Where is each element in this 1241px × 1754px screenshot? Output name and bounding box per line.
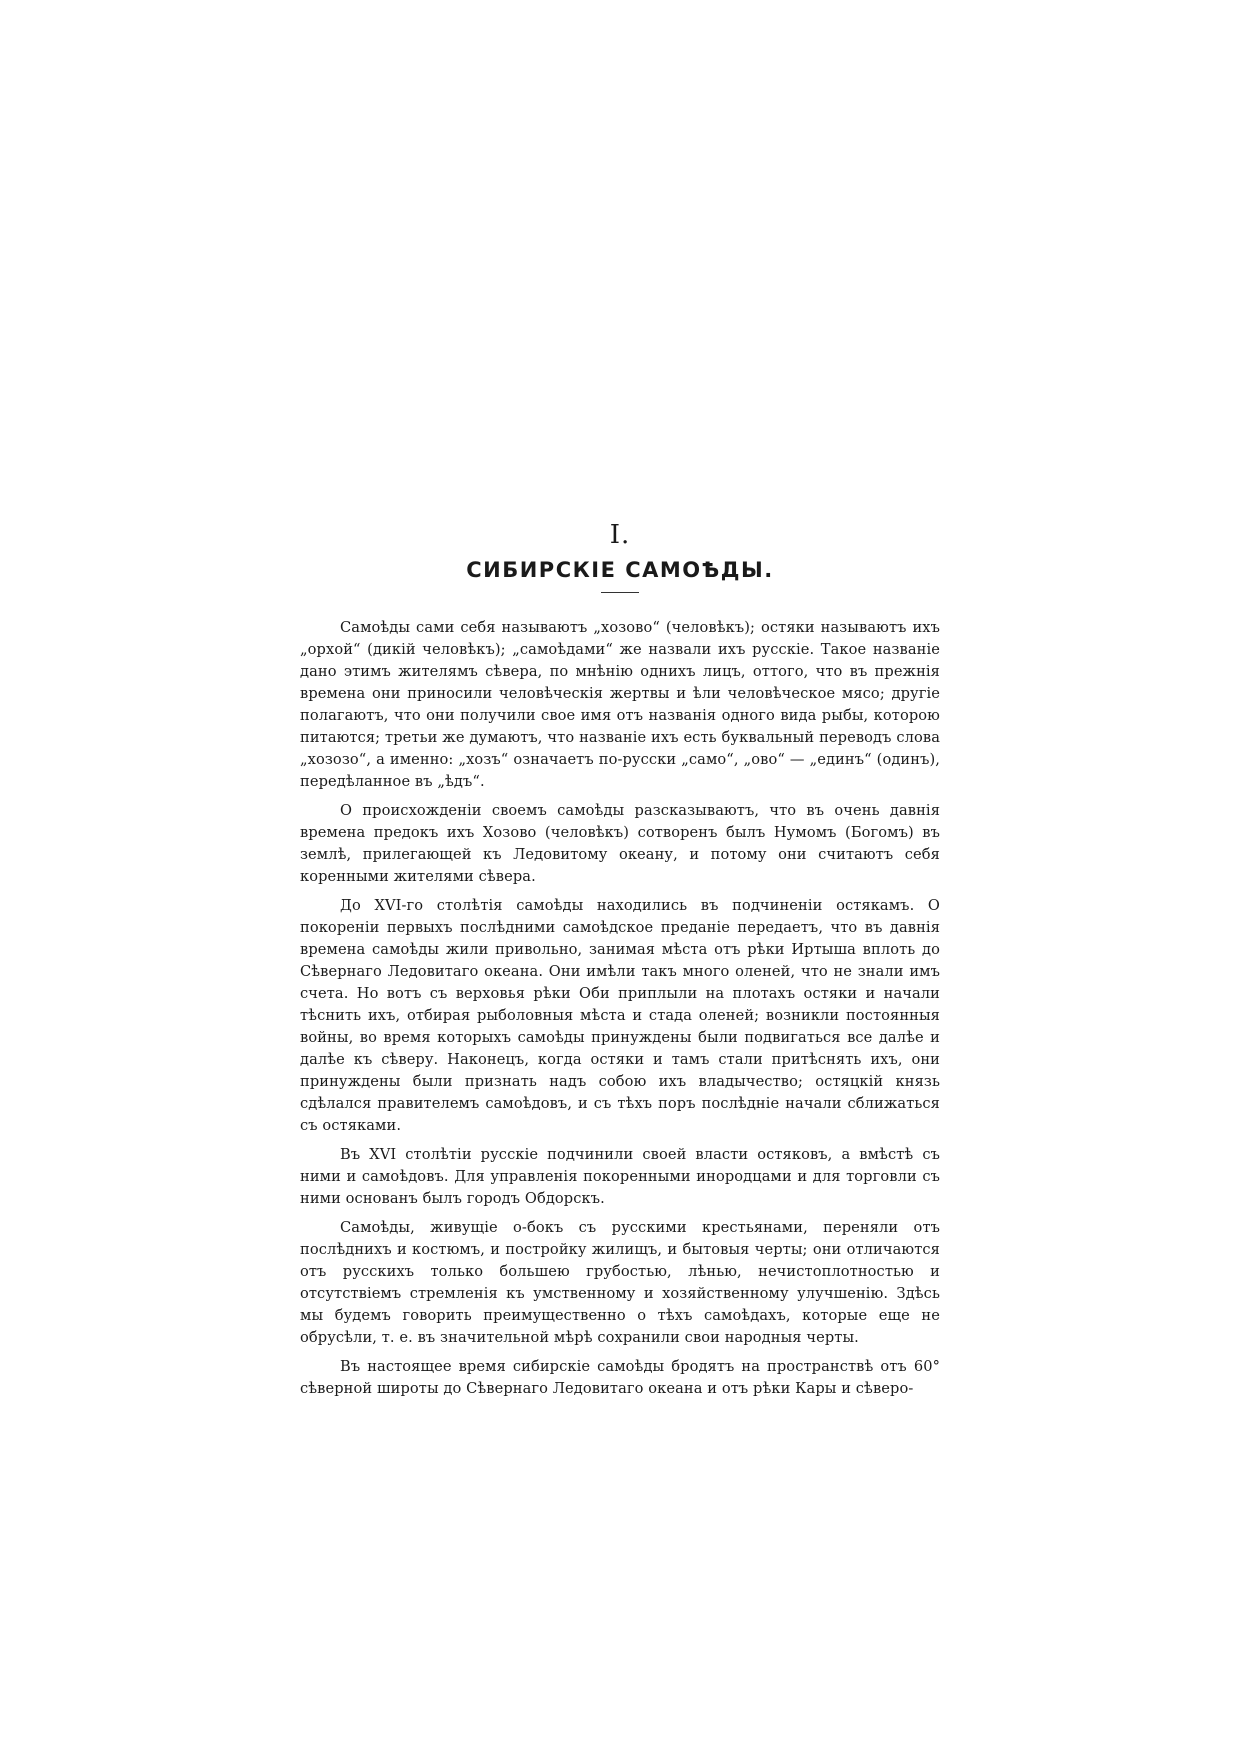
paragraph-6: Въ настоящее время сибирскіе самоѣды бродятъ на пространствѣ отъ 60° сѣверной широты до Сѣвернаго Ледовитаго океана и отъ рѣки Кары и сѣверо- bbox=[300, 1358, 940, 1397]
book-page bbox=[300, 520, 940, 1407]
paragraph-2: О происхожденіи своемъ самоѣды разсказываютъ, что въ очень давнія времена предокъ ихъ Хозово (человѣкъ) сотворенъ былъ Нумомъ (Богомъ) въ землѣ, прилегающей къ Ледовитому океану, и потому они считаютъ себя коренными жителями сѣвера. bbox=[300, 802, 940, 885]
title-divider bbox=[601, 592, 639, 593]
paragraph-5: Самоѣды, живущіе о-бокъ съ русскими крестьянами, переняли отъ послѣднихъ и костюмъ, и постройку жилищъ, и бытовыя черты; они отличаются отъ русскихъ только большею грубостью, лѣнью, нечистоплотностью и отсутствіемъ стремленія къ умственному и хозяйственному улучшенію. Здѣсь мы будемъ говорить преимущественно о тѣхъ самоѣдахъ, которые еще не обрусѣли, т. е. въ значительной мѣрѣ сохранили свои народныя черты. bbox=[300, 1219, 940, 1346]
paragraph-3: До XVI-го столѣтія самоѣды находились въ подчиненіи остякамъ. О покореніи первыхъ послѣдними самоѣдское преданіе передаетъ, что въ давнія времена самоѣды жили привольно, занимая мѣста отъ рѣки Иртыша вплоть до Сѣвернаго Ледовитаго океана. Они имѣли такъ много оленей, что не знали имъ счета. Но вотъ съ верховья рѣки Оби приплыли на плотахъ остяки и начали тѣснить ихъ, отбирая рыболовныя мѣста и стада оленей; возникли постоянныя войны, во время которыхъ самоѣды принуждены были подвигаться все далѣе и далѣе къ сѣверу. Наконецъ, когда остяки и тамъ стали притѣснять ихъ, они принуждены были признать надъ собою ихъ владычество; остяцкій князь сдѣлался правителемъ самоѣдовъ, и съ тѣхъ поръ послѣдніе начали сближаться съ остяками. bbox=[300, 897, 940, 1134]
paragraph-1: Самоѣды сами себя называютъ „хозово“ (человѣкъ); остяки называютъ ихъ „орхой“ (дикій человѣкъ); „самоѣдами“ же назвали ихъ русскіе. Такое названіе дано этимъ жителямъ сѣвера, по мнѣнію однихъ лицъ, оттого, что въ прежнія времена они приносили человѣческія жертвы и ѣли человѣческое мясо; другіе полагаютъ, что они получили свое имя отъ названія одного вида рыбы, которою питаются; третьи же думаютъ, что названіе ихъ есть буквальный переводъ слова „хозозо“, а именно: „хозъ“ означаетъ по-русски „само“, „ово“ — „единъ“ (одинъ), передѣланное въ „ѣдъ“. bbox=[300, 619, 940, 790]
chapter-title: СИБИРСКІЕ САМОѢДЫ. bbox=[466, 558, 774, 582]
chapter-number: I. bbox=[609, 520, 631, 550]
paragraph-4: Въ XVI столѣтіи русскіе подчинили своей власти остяковъ, а вмѣстѣ съ ними и самоѣдовъ. Для управленія покоренными инородцами и для торговли съ ними основанъ былъ городъ Обдорскъ. bbox=[300, 1146, 940, 1207]
